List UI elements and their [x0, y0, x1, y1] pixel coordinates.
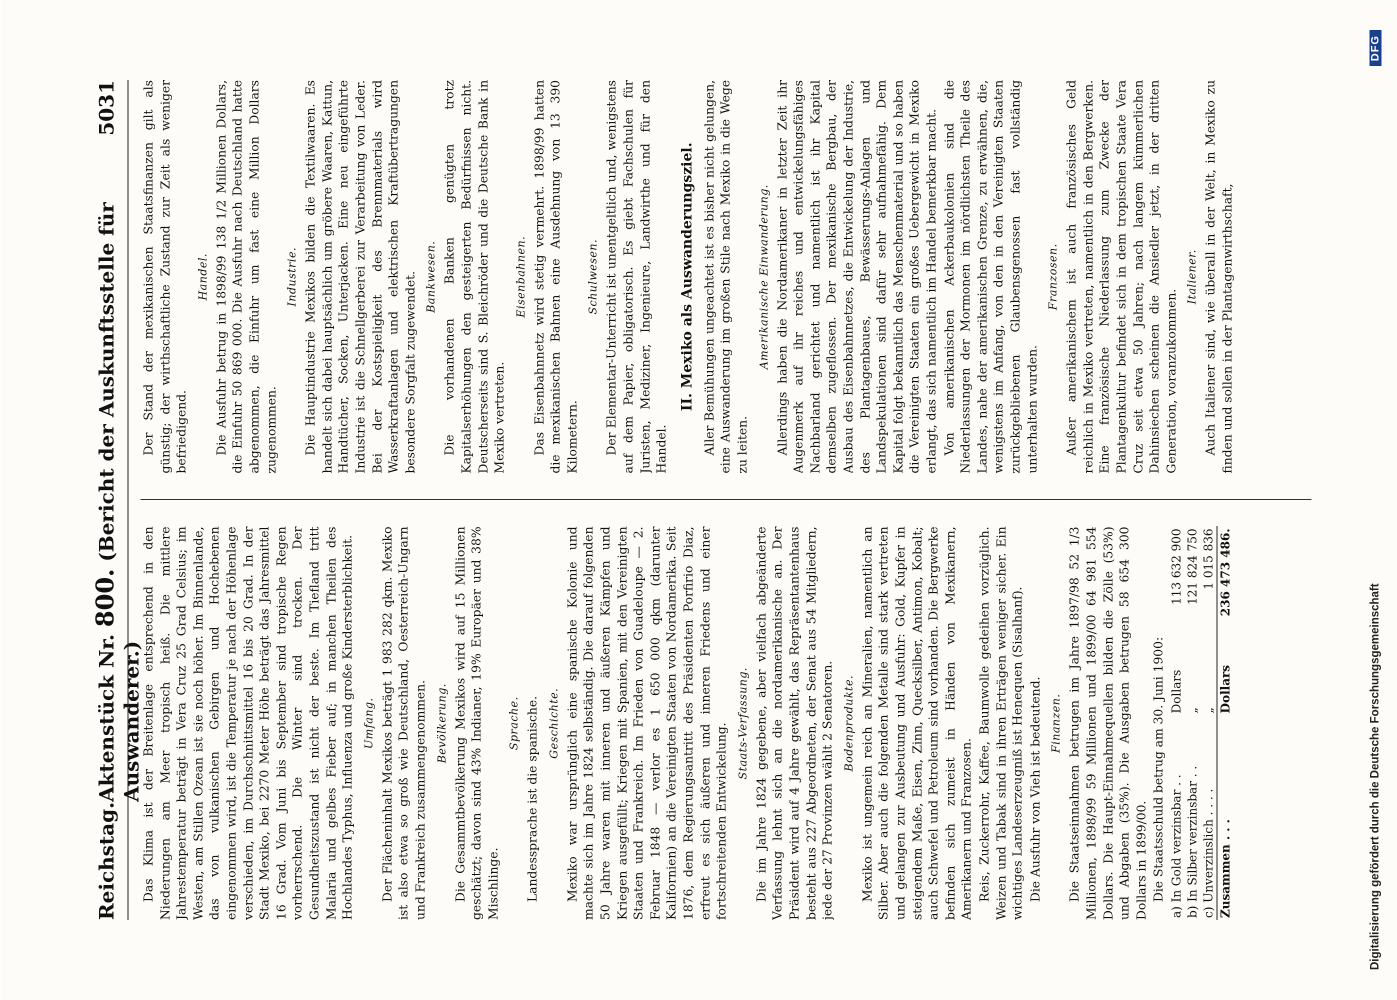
header-title — [90, 136, 143, 802]
paragraph: Mexiko ist ungemein reich an Mineralien, namentlich an Silber. Aber auch die folgenden Metalle sind stark vertreten und gelangen zur Ausbeutung und Ausfuhr: Gold, Kupfer in steigendem Maße, Eisen, Zinn, Quecksilber, Antimon, Kobalt; auch Schwefel und Petroleum sind vorhanden. Die Bergwerke befinden sich zumeist in Händen von Mexikanern, Amerikanern und Franzosen. — [859, 526, 974, 920]
debt-label: b) In Silber verzinsbar . . — [1184, 765, 1199, 918]
section-heading: Finanzen. — [1049, 693, 1063, 753]
paragraph: Der Flächeninhalt Mexikos beträgt 1 983 282 qkm. Mexiko ist also etwa so groß wie Deutschland, Oesterreich-Ungarn und Frankreich zusammengenommen. — [379, 526, 427, 920]
table-row — [1200, 527, 1217, 921]
section-heading: Eisenbahnen. — [513, 235, 527, 318]
paragraph: Von amerikanischen Ackerbaukolonien sind die Niederlassungen der Mormonen im nördlichsten Theile des Landes, nahe der amerikanischen Grenze, zu erwähnen, die, wenigstens im Anfang, von den in den Vereinigten Staaten zurückgebliebenen Glaubensgenossen fast vollständig unterhalten wurden. — [941, 80, 1039, 474]
paragraph: Die im Jahre 1824 gegebene, aber vielfach abgeänderte Verfassung lehnt sich an die nordamerikanische an. Der Präsident wird auf 4 Jahre gewählt, das Repräsentantenhaus besteht aus 227 Abgeordneten, der Senat aus 54 Mitgliedern, jede der 27 Provinzen wählt 2 Senatoren. — [753, 526, 835, 920]
section-heading: Handel. — [195, 253, 209, 301]
paragraph: Landessprache ist die spanische. — [525, 695, 540, 902]
debt-unit: „ — [1200, 707, 1215, 714]
header-left: Reichstag. — [94, 801, 118, 920]
section-heading: Umfang. — [361, 697, 375, 749]
header-rule — [127, 80, 128, 920]
section-heading: Staats-Verfassung. — [735, 667, 749, 780]
section-heading: Industrie. — [285, 247, 299, 307]
column-right — [140, 80, 1311, 474]
section-heading: Bankwesen. — [424, 240, 438, 313]
section-heading: Geschichte. — [546, 687, 560, 759]
paragraph: Das Eisenbahnnetz wird stetig vermehrt. 1898/99 hatten die mexikanischen Bahnen eine Ausdehnung von 13 390 Kilometern. — [531, 80, 579, 474]
paragraph: Die vorhandenen Banken genügten trotz Kapitalserhöhungen den gesteigerten Bedürfnissen nicht. Deutscherseits sind S. Bleichröder und die Deutsche Bank in Mexiko vertreten. — [442, 80, 507, 474]
paragraph: Außer amerikanischem ist auch französisches Geld reichlich in Mexiko vertreten, namentlich in den Bergwerken. Eine französische Niederlassung zum Zwecke der Plantagenkultur befindet sich in dem tropischen Staate Vera Cruz seit etwa 50 Jahren; nach langem kümmerlichen Dahinsiechen scheinen die Ansiedler jetzt, in der dritten Generation, voranzukommen. — [1064, 80, 1178, 474]
page-number: 5031 — [94, 80, 118, 136]
paragraph: Die Ausfuhr betrug in 1898/99 138 1/2 Millionen Dollars, die Einfuhr 50 869 000. Die Ausfuhr nach Deutschland hatte abgenommen, die Einfuhr um fast eine Million Dollars zugenommen. — [213, 80, 278, 474]
total-label: Zusammen . . . — [1216, 715, 1233, 920]
column-divider — [140, 500, 1311, 501]
paragraph: Allerdings haben die Nordamerikaner in letzter Zeit ihr Augenmerk auf ihr reiches und entwickelungsfähiges Nachbarland gerichtet und namentlich ist ihr Kapital demselben zugeflossen. Der mexikanische Bergbau, der Ausbau des Eisenbahnnetzes, die Entwickelung der Industrie, des Plantagenbaues, Bewässerungs-Anlagen und Landspekulationen sind dafür sehr aufnahmefähig. Dem Kapital folgt bekanntlich das Menschenmaterial und so haben die Vereinigten Staaten ein großes Uebergewicht in Mexiko erlangt, das sich namentlich im Handel bemerkbar macht. — [774, 80, 938, 474]
dfg-logo: DFG — [1369, 30, 1381, 66]
debt-value: 113 632 900 — [1168, 528, 1183, 605]
paragraph: Die Ausfuhr von Vieh ist bedeutend. — [1027, 676, 1042, 902]
column-left — [140, 527, 1311, 921]
paragraph: Auch Italiener sind, wie überall in der Welt, in Mexiko zu finden und sollen in der Plantagenwirthschaft, — [1203, 80, 1234, 474]
paragraph: Die Staatseinnahmen betrugen im Jahre 1897/98 52 1/3 Millionen, 1898/99 59 Millionen und 1899/00 64 981 554 Dollars. Die Haupt-Einnahmequellen bilden die Zölle (53%) und Abgaben (35%). Die Ausgaben betrugen 58 654 300 Dollars in 1899/00. — [1067, 526, 1148, 920]
section-heading: Bevölkerung. — [434, 683, 448, 764]
total-value: 236 473 486. — [1216, 527, 1233, 647]
debt-unit: Dollars — [1168, 669, 1183, 714]
total-unit: Dollars — [1216, 647, 1233, 716]
chapter-heading: II. Mexiko als Auswanderungsziel. — [678, 142, 695, 412]
paragraph: Aller Bemühungen ungeachtet ist es bisher nicht gelungen, eine Auswanderung im großen Stile nach Mexiko in die Wege zu leiten. — [701, 80, 750, 474]
digitization-credit — [1367, 30, 1383, 970]
paragraph: Reis, Zuckerrohr, Kaffee, Baumwolle gedeihen vorzüglich. Weizen und Tabak sind in ihren Erträgen weniger sicher. Ein wichtiges Landeserzeugniß ist Henequen (Sisalhanf). — [976, 526, 1025, 920]
debt-unit: „ — [1184, 707, 1199, 714]
text-columns — [140, 80, 1311, 920]
paragraph: Die Hauptindustrie Mexikos bilden die Textilwaaren. Es handelt sich dabei hauptsächlich um gröbere Waaren, Kattun, Handtücher, Socken, Unterjacken. Eine neu eingeführte Industrie ist die Schnellgerberei zur Verarbeitung von Leder. Bei der Kostspieligkeit des Brennmaterials wird Wasserkraftanlagen und elektrischen Kraftübertragungen besondere Sorgfalt zugewendet. — [303, 80, 417, 474]
debt-table — [1168, 527, 1233, 921]
table-row-total — [1216, 527, 1233, 921]
paragraph: Der Stand der mexikanischen Staatsfinanzen gilt als günstig; der wirthschaftliche Zustand zur Zeit als weniger befriedigend. — [141, 80, 189, 474]
header-number: 800. — [90, 568, 119, 628]
paragraph: Mexiko war ursprünglich eine spanische Kolonie und machte sich im Jahre 1824 selbständig. Die darauf folgenden 50 Jahre waren mit inneren und äußeren Kämpfen und Kriegen ausgefüllt; Kriegen mit Spanien, mit den Vereinigten Staaten und Frankreich. Im Frieden von Guadeloupe — 2. Februar 1848 — verlor es 1 650 000 qkm (darunter Kalifornien) an die Vereinigten Staaten von Nordamerika. Seit 1876, dem Regierungsantritt des Präsidenten Porfirio Diaz, erfreut es sich äußeren und inneren Friedens und einer fortschreitenden Entwickelung. — [564, 526, 729, 920]
page-header — [90, 80, 143, 920]
header-title-suffix: (Bericht der Auskunftsstelle für Auswanderer.) — [94, 202, 143, 802]
table-row — [1168, 527, 1184, 921]
paragraph: Das Klima ist der Breitenlage entsprechend in den Niederungen am Meer tropisch heiß. Die mittlere Jahrestemperatur beträgt in Vera Cruz 25 Grad Celsius; im Westen, am Stillen Ozean ist sie noch höher. Im Binnenlande, das von vulkanischen Gebirgen und Hochebenen eingenommen wird, ist die Temperatur je nach der Höhenlage verschieden, im Durchschnittsmittel 16 bis 20 Grad. In der Stadt Mexiko, bei 2270 Meter Höhe beträgt das Jahresmittel 16 Grad. Vom Juni bis September sind tropische Regen vorherrschend. Die Winter sind trocken. Der Gesundheitszustand ist nicht der beste. Im Tiefland tritt Malaria und gelbes Fieber auf; in manchen Theilen des Hochlandes Typhus, Influenza und große Kindersterblichkeit. — [141, 526, 355, 920]
paragraph: Die Gesammtbevölkerung Mexikos wird auf 15 Millionen geschätzt; davon sind 43% Indianer, 19% Europäer und 38% Mischlinge. — [452, 526, 500, 920]
section-heading: Amerikanische Einwanderung. — [756, 184, 770, 370]
section-heading: Schulwesen. — [586, 238, 600, 315]
section-heading: Italiener. — [1185, 249, 1199, 305]
section-heading: Franzosen. — [1046, 243, 1060, 311]
credit-text: Digitalisierung gefördert durch die Deutsche Forschungsgemeinschaft — [1369, 583, 1381, 970]
table-row — [1184, 527, 1200, 921]
debt-label: a) In Gold verzinsbar . . — [1168, 774, 1183, 918]
section-heading: Sprache. — [507, 696, 521, 751]
paragraph: Die Staatsschuld betrug am 30. Juni 1900: — [1151, 636, 1166, 902]
debt-value: 1 015 836 — [1200, 528, 1215, 590]
debt-value: 121 824 750 — [1184, 528, 1199, 605]
section-heading: Bodenprodukte. — [841, 675, 855, 772]
paragraph: Der Elementar-Unterricht ist unentgeltlich und, wenigstens auf dem Papier, obligatorisch. Es giebt Fachschulen für Juristen, Mediziner, Ingenieure, Landwirthe und für den Handel. — [604, 80, 669, 474]
debt-label: c) Unverzinslich . . . . — [1200, 788, 1215, 918]
header-title-prefix: Aktenstück Nr. — [94, 634, 118, 802]
